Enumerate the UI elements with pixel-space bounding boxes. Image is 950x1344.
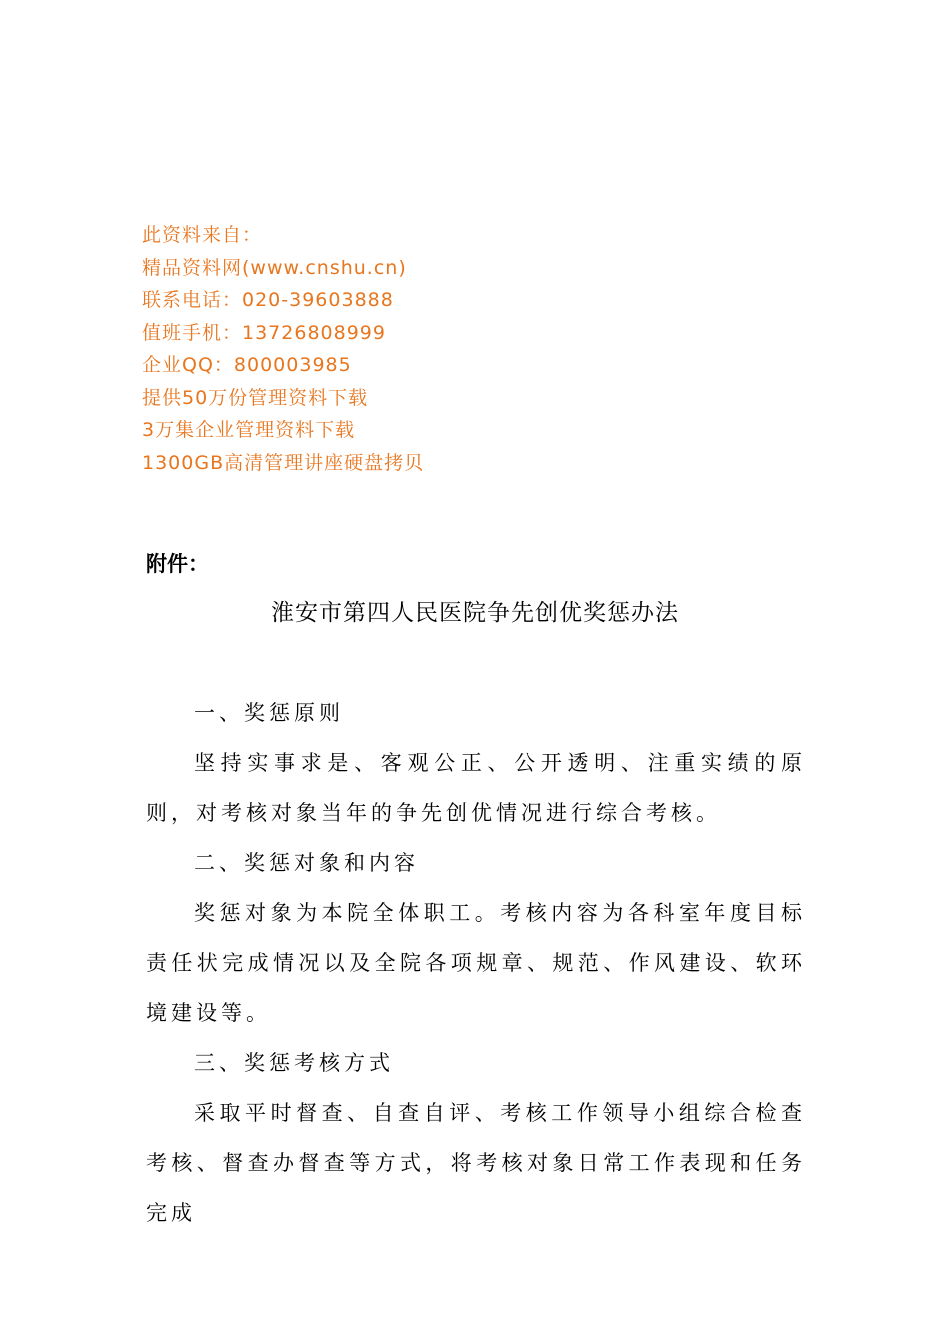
source-info-line: 此资料来自： [142,224,263,246]
source-qq-line: 企业QQ：800003985 [142,354,352,376]
body-paragraph: 奖惩对象为本院全体职工。考核内容为各科室年度目标责任状完成情况以及全院各项规章、规范、作风建设、软环境建设等。 [146,901,806,1025]
source-mobile-line: 值班手机：13726808999 [142,321,386,344]
document-body [146,688,806,1238]
source-offer-line: 1300GB高清管理讲座硬盘拷贝 [142,451,425,474]
source-info-block [142,219,602,479]
source-website-line: 精品资料网(www.cnshu.cn) [142,256,407,279]
document-title: 淮安市第四人民医院争先创优奖惩办法 [271,600,679,626]
section-heading: 二、奖惩对象和内容 [194,851,419,875]
attachment-label: 附件： [146,552,209,576]
source-offer-line: 提供50万份管理资料下载 [142,386,369,409]
source-phone-line: 联系电话：020-39603888 [142,289,394,311]
body-paragraph: 采取平时督查、自查自评、考核工作领导小组综合检查考核、督查办督查等方式，将考核对象日常工作表现和任务完成 [146,1101,806,1225]
source-offer-line: 3万集企业管理资料下载 [142,419,356,441]
body-paragraph: 坚持实事求是、客观公正、公开透明、注重实绩的原则，对考核对象当年的争先创优情况进行综合考核。 [146,751,806,825]
section-heading: 三、奖惩考核方式 [194,1051,394,1075]
section-heading: 一、奖惩原则 [194,701,344,725]
